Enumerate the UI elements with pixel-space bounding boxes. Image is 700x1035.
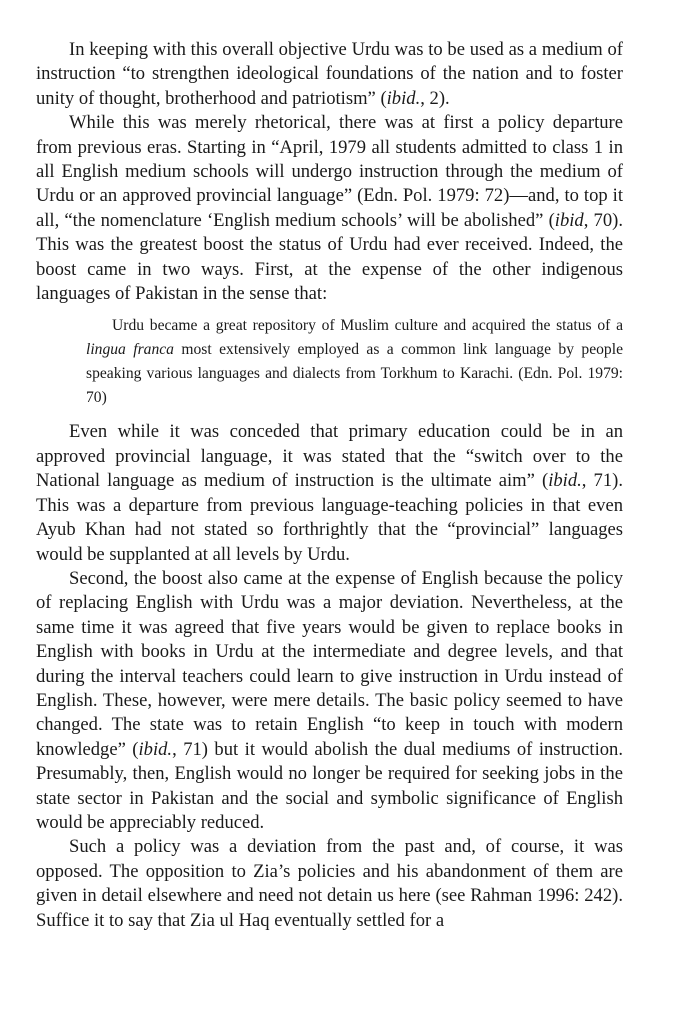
citation-italic: lingua franca <box>86 341 174 359</box>
citation-italic: ibid <box>554 209 584 231</box>
text-run: Such a policy was a deviation from the past and, of course, it was opposed. The opposition to Zia’s policies and his abandonment of them are given in detail elsewhere and need not detain us here (see Rahman 1996: 242). Suffice it to say that Zia ul Haq eventually settled for a <box>36 836 623 931</box>
text-run: , 2). <box>420 87 450 109</box>
text-run: , 70). This was the greatest boost the status of Urdu had ever received. Indeed, the boost came in two ways. First, at the expense of the other indigenous languages of Pakistan in the sense that: <box>36 209 623 305</box>
text-run: Second, the boost also came at the expense of English because the policy of replacing English with Urdu was a major deviation. Nevertheless, at the same time it was agreed that five years would be given to replace books in English with books in Urdu at the intermediate and degree levels, and that during the interval teachers could learn to give instruction in Urdu instead of English. These, however, were mere details. The basic policy seemed to have changed. The state was to retain English “to keep in touch with modern knowledge” ( <box>36 567 623 760</box>
paragraph-1 <box>36 38 623 111</box>
text-run: Even while it was conceded that primary education could be in an approved provincial language, it was stated that the “switch over to the National language as medium of instruction is the ultimate aim” ( <box>36 421 623 492</box>
block-quote <box>86 314 623 410</box>
text-run: While this was merely rhetorical, there was at first a policy departure from previous eras. Starting in “April, 1979 all students admitted to class 1 in all English medium schools will undergo instruction through the medium of Urdu or an approved provincial language” (Edn. Pol. 1979: 72)—and, to top it all, “the nomenclature ‘English medium schools’ will be abolished” ( <box>36 112 623 231</box>
citation-italic: ibid. <box>548 470 582 492</box>
text-run: In keeping with this overall objective Urdu was to be used as a medium of instruction “to strengthen ideological foundations of the nation and to foster unity of thought, brotherhood and patriotism” ( <box>36 39 623 109</box>
text-run: , 71). This was a departure from previous language-teaching policies in that even Ayub Khan had not stated so forthrightly that the “provincial” languages would be supplanted at all levels by Urdu. <box>36 470 623 565</box>
page-body <box>36 38 623 933</box>
text-run: Urdu became a great repository of Muslim culture and acquired the status of a <box>112 317 623 335</box>
paragraph-2 <box>36 111 623 306</box>
paragraph-3 <box>36 420 623 566</box>
block-quote-text <box>86 314 623 410</box>
citation-italic: ibid. <box>138 738 173 760</box>
paragraph-4 <box>36 567 623 835</box>
text-run: , 71) but it would abolish the dual mediums of instruction. Presumably, then, English would no longer be required for seeking jobs in the state sector in Pakistan and the social and symbolic significance of English would be appreciably reduced. <box>36 738 623 833</box>
text-run: most extensively employed as a common link language by people speaking various languages and dialects from Torkhum to Karachi. (Edn. Pol. 1979: 70) <box>86 341 623 407</box>
paragraph-5 <box>36 835 623 933</box>
citation-italic: ibid. <box>386 87 421 109</box>
